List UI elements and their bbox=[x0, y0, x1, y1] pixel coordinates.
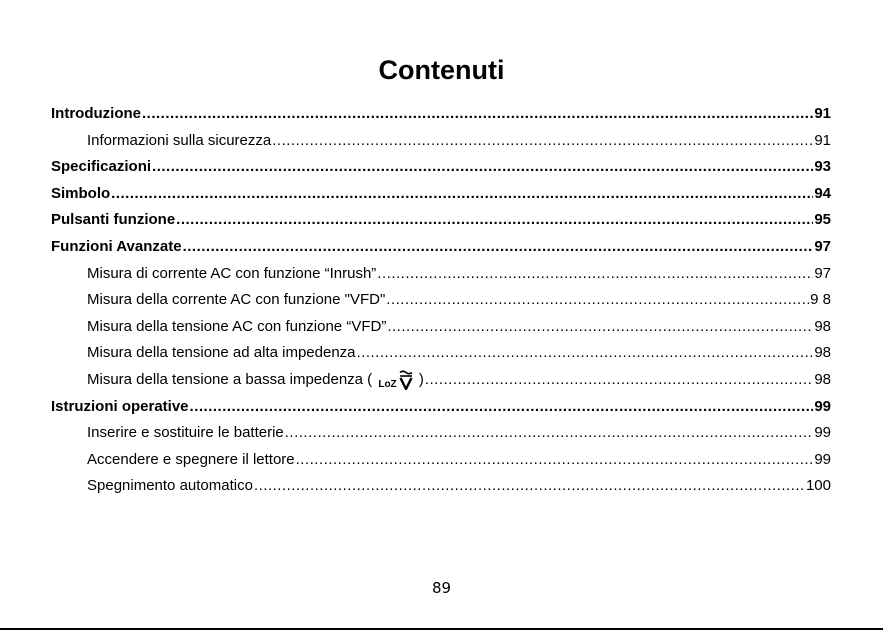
dot-leader bbox=[176, 210, 813, 230]
dot-leader bbox=[254, 476, 805, 496]
toc-entry-label: Simbolo bbox=[51, 184, 111, 202]
dot-leader bbox=[296, 450, 814, 470]
toc-entry-label: Misura della tensione ad alta impedenza bbox=[87, 344, 356, 362]
toc-entry-label: Istruzioni operative bbox=[51, 397, 189, 415]
toc-entry-page: 98 bbox=[814, 344, 831, 362]
toc-entry-label: Spegnimento automatico bbox=[87, 477, 253, 495]
page-title: Contenuti bbox=[378, 55, 505, 85]
loz-icon-label: LoZ bbox=[378, 378, 397, 390]
dot-leader bbox=[357, 343, 814, 363]
toc-entry-misura-alta-impedenza[interactable] bbox=[51, 343, 831, 370]
toc-entry-pulsanti-funzione[interactable] bbox=[51, 210, 831, 237]
toc-entry-label bbox=[87, 370, 424, 390]
toc-entry-page: 97 bbox=[814, 237, 831, 255]
toc-entry-misura-corrente-vfd[interactable] bbox=[51, 290, 831, 317]
toc-entry-informazioni-sicurezza[interactable] bbox=[51, 131, 831, 158]
loz-voltage-icon bbox=[378, 370, 412, 390]
toc-entry-specificazioni[interactable] bbox=[51, 157, 831, 184]
toc-entry-label: Misura di corrente AC con funzione “Inrush” bbox=[87, 264, 377, 282]
dot-leader bbox=[285, 423, 814, 443]
toc-entry-simbolo[interactable] bbox=[51, 184, 831, 211]
dot-leader bbox=[272, 131, 813, 151]
toc-entry-label: Accendere e spegnere il lettore bbox=[87, 450, 295, 468]
bottom-rule bbox=[0, 628, 883, 630]
dot-leader bbox=[111, 184, 813, 204]
dot-leader bbox=[386, 290, 809, 310]
toc-entry-introduzione[interactable] bbox=[51, 104, 831, 131]
toc-entry-label: Introduzione bbox=[51, 105, 141, 122]
toc-entry-accendere-spegnere[interactable] bbox=[51, 450, 831, 477]
toc-entry-label: Misura della tensione AC con funzione “VFD” bbox=[87, 317, 387, 335]
toc-entry-misura-bassa-impedenza[interactable] bbox=[51, 370, 831, 397]
dot-leader bbox=[190, 397, 814, 417]
dot-leader bbox=[377, 264, 813, 284]
toc-entry-label: Misura della corrente AC con funzione "VFD" bbox=[87, 291, 386, 309]
toc-entry-misura-tensione-vfd[interactable] bbox=[51, 317, 831, 344]
toc-entry-page: 97 bbox=[814, 264, 831, 282]
toc-entry-label-start: Misura della tensione a bassa impedenza ( bbox=[87, 370, 373, 388]
toc-entry-batterie[interactable] bbox=[51, 423, 831, 450]
toc-entry-funzioni-avanzate[interactable] bbox=[51, 237, 831, 264]
dot-leader bbox=[387, 317, 813, 337]
toc-entry-page: 98 bbox=[814, 370, 831, 388]
toc-entry-page: 94 bbox=[814, 184, 831, 202]
toc-entry-page: 91 bbox=[814, 105, 831, 122]
toc-entry-page: 95 bbox=[814, 211, 831, 229]
toc-entry-label: Funzioni Avanzate bbox=[51, 237, 182, 255]
toc-entry-istruzioni-operative[interactable] bbox=[51, 397, 831, 424]
dot-leader bbox=[142, 104, 813, 124]
toc-entry-spegnimento-automatico[interactable] bbox=[51, 476, 831, 503]
toc-entry-page: 99 bbox=[814, 424, 831, 442]
toc-entry-page: 93 bbox=[814, 158, 831, 176]
toc-entry-label-end: ) bbox=[418, 370, 424, 388]
toc-entry-page: 99 bbox=[814, 397, 831, 415]
toc-entry-label: Inserire e sostituire le batterie bbox=[87, 424, 284, 442]
dot-leader bbox=[425, 370, 813, 390]
toc-entry-page: 9 8 bbox=[810, 291, 831, 309]
toc-entry-label: Informazioni sulla sicurezza bbox=[87, 131, 272, 149]
toc-entry-page: 91 bbox=[814, 131, 831, 149]
toc-entry-label: Pulsanti funzione bbox=[51, 211, 176, 229]
page-number: 89 bbox=[431, 579, 452, 597]
toc-entry-page: 100 bbox=[805, 477, 831, 495]
table-of-contents bbox=[51, 104, 831, 503]
toc-entry-page: 98 bbox=[814, 317, 831, 335]
toc-entry-label: Specificazioni bbox=[51, 158, 152, 176]
toc-entry-page: 99 bbox=[814, 450, 831, 468]
dot-leader bbox=[183, 237, 814, 257]
ac-dc-volt-icon bbox=[399, 370, 413, 390]
dot-leader bbox=[152, 157, 813, 177]
toc-entry-misura-inrush[interactable] bbox=[51, 264, 831, 291]
